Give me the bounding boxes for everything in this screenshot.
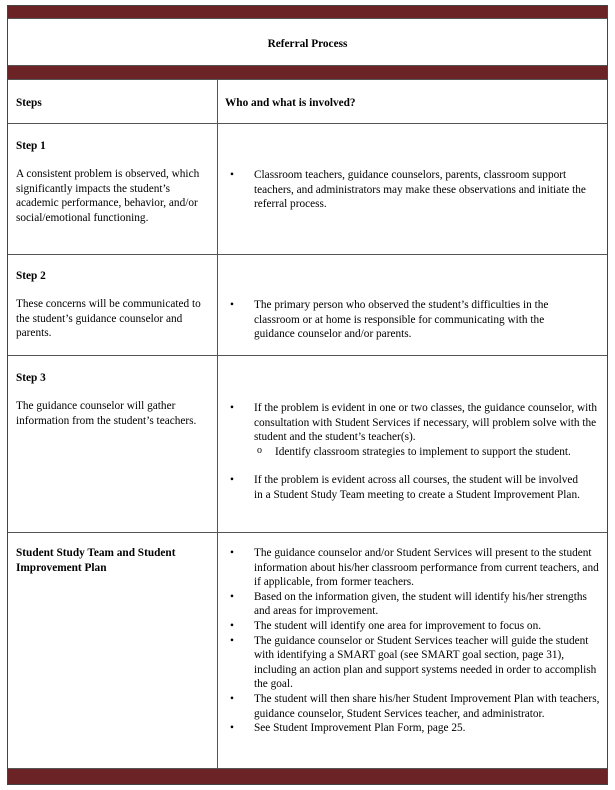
list-item: • If the problem is evident across all courses, the student will be involved in a Student Study Team meeting to create a Student Improvement Plan. (225, 473, 587, 502)
sub-list-item: o Identify classroom strategies to implement to support the student. (254, 445, 601, 460)
step-3-description: The guidance counselor will gather information from the student’s teachers. (16, 400, 197, 427)
top-band (8, 6, 607, 18)
sst-bullets (225, 546, 601, 736)
divider (8, 79, 607, 80)
divider (8, 532, 607, 533)
list-item: • Classroom teachers, guidance counselors, parents, classroom support teachers, and administrators may make these observations and initiate the referral process. (225, 168, 600, 212)
step-2-description: These concerns will be communicated to the student’s guidance counselor and parents. (16, 298, 201, 340)
divider (8, 18, 607, 19)
step-3-bullets-a (225, 401, 601, 459)
step-1-label: Step 1 (16, 140, 46, 152)
list-item: • The guidance counselor and/or Student Services will present to the student information about his/her classroom performance from current teachers, and if applicable, from former teachers. (225, 546, 601, 590)
divider (8, 123, 607, 124)
list-item: • The student will then share his/her Student Improvement Plan with teachers, guidance counselor, Student Services teacher, and administrator. (225, 692, 601, 721)
referral-process-table (7, 5, 608, 785)
list-item: • The student will identify one area for improvement to focus on. (225, 619, 601, 634)
list-item: • See Student Improvement Plan Form, page 25. (225, 721, 601, 736)
header-steps: Steps (16, 97, 42, 109)
bottom-band (8, 769, 607, 784)
table-title: Referral Process (267, 38, 348, 50)
step-2-bullets (225, 298, 587, 342)
sst-label: Student Study Team and Student Improvement Plan (16, 547, 176, 574)
divider (8, 254, 607, 255)
step-1-description: A consistent problem is observed, which significantly impacts the student’s academic performance, behavior, and/or social/emotional functioning. (16, 168, 200, 224)
step-3-label: Step 3 (16, 372, 46, 384)
column-divider (217, 79, 218, 768)
sub-list (254, 445, 601, 460)
step-2-label: Step 2 (16, 270, 46, 282)
step-1-bullets (225, 168, 600, 212)
list-item-text: If the problem is evident in one or two classes, the guidance counselor, with consultation with Student Services if necessary, will problem solve with the student and the student’s teacher(s). (254, 402, 598, 444)
step-3-bullets-b (225, 473, 587, 502)
list-item: • Based on the information given, the student will identify his/her strengths and areas for improvement. (225, 590, 601, 619)
list-item: • The guidance counselor or Student Services teacher will guide the student with identifying a SMART goal (see SMART goal section, page 31), including an action plan and support systems needed in order to accomplish the goal. (225, 634, 601, 692)
list-item (225, 401, 601, 459)
header-who: Who and what is involved? (225, 97, 356, 109)
list-item: • The primary person who observed the student’s difficulties in the classroom or at home is responsible for communicating with the guidance counselor and/or parents. (225, 298, 587, 342)
title-band (8, 66, 607, 79)
divider (8, 355, 607, 356)
